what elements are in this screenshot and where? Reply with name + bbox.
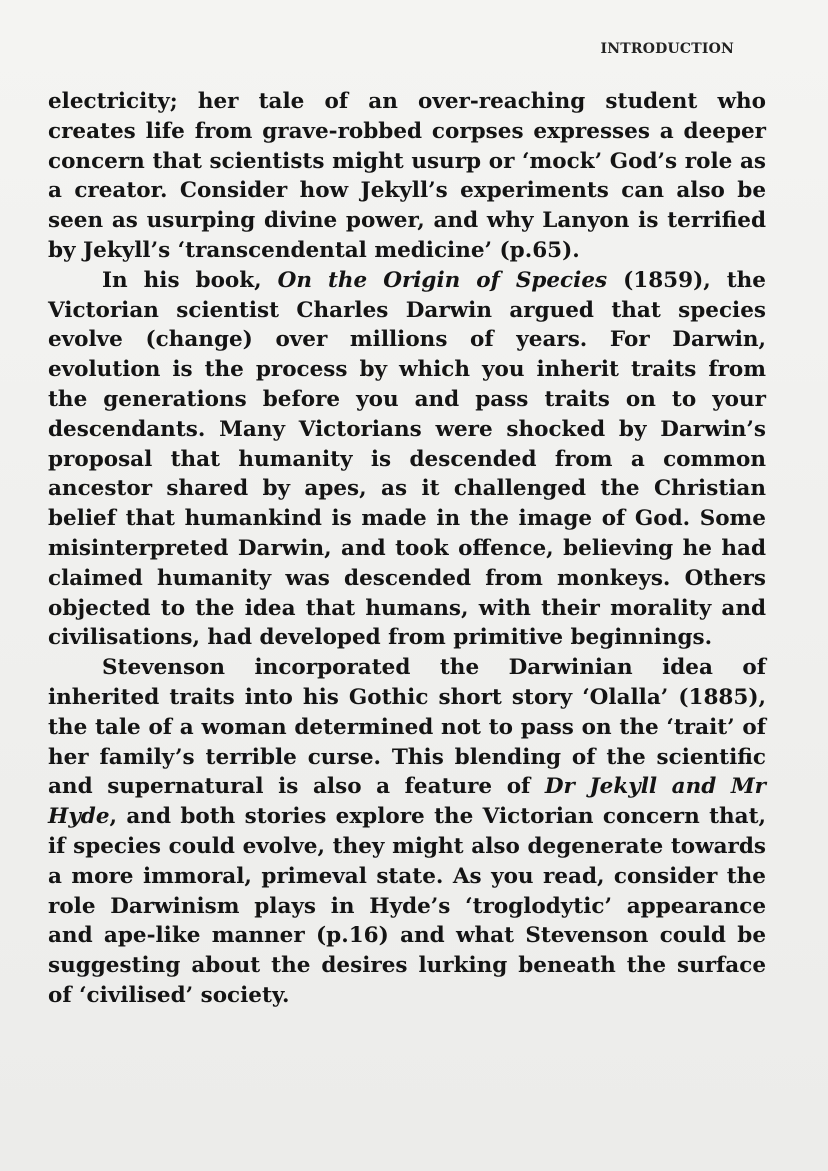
paragraph-text: (1859), the Victorian scientist Charles Darwin argued that species evolve (change) over millions of years. For Darwin, evolution is the process by which you inherit traits from the generations before you and pass traits on to your descendants. Many Victorians were shocked by Darwin’s proposal that humanity is descended from a common ancestor shared by apes, as it challenged the Christian belief that humankind is made in the image of God. Some misinterpreted Darwin, and took offence, believing he had claimed humanity was descended from monkeys. Others objected to the idea that humans, with their morality and civilisations, had developed from primitive beginnings. [48, 267, 766, 651]
body-text [48, 87, 766, 1011]
paragraph-2 [48, 266, 766, 653]
book-title: Dr Jekyll and Mr Hyde [48, 774, 766, 830]
paragraph-1 [48, 87, 766, 266]
paragraph-text: In his book, [102, 267, 278, 293]
paragraph-text: , and both stories explore the Victorian concern that, if species could evolve, they might also degenerate towards a more immoral, primeval state. As you read, consider the role Darwinism plays in Hyde’s ‘troglodytic’ appearance and ape-like manner (p.16) and what Stevenson could be suggesting about the desires lurking beneath the surface of ‘civilised’ society. [48, 804, 766, 1008]
running-head: INTRODUCTION [600, 41, 734, 57]
paragraph-text: electricity; her tale of an over-reaching student who creates life from grave-robbed corpses expresses a deeper concern that scientists might usurp or ‘mock’ God’s role as a creator. Consider how Jekyll’s experiments can also be seen as usurping divine power, and why Lanyon is terrified by Jekyll’s ‘transcendental medicine’ (p.65). [48, 89, 766, 263]
paragraph-text: Stevenson incorporated the Darwinian idea of inherited traits into his Gothic short story ‘Olalla’ (1885), the tale of a woman determined not to pass on the ‘trait’ of her family’s terrible curse. This blending of the scientific and supernatural is also a feature of [48, 655, 766, 800]
book-title: On the Origin of Species [277, 267, 608, 293]
paragraph-3 [48, 653, 766, 1011]
